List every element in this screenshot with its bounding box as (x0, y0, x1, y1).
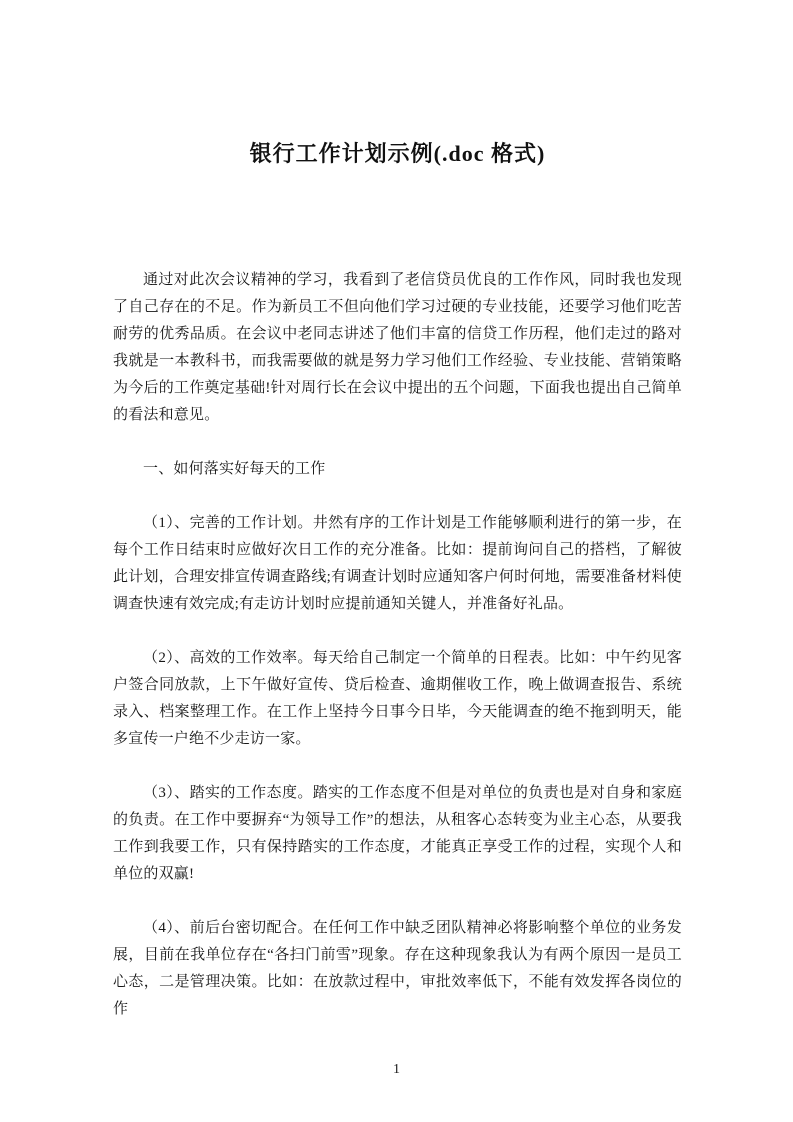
paragraph-item-3: （3）、踏实的工作态度。踏实的工作态度不但是对单位的负责也是对自身和家庭的负责。在工作中要摒弃“为领导工作”的想法，从租客心态转变为业主心态，从要我工作到我要工作，只有保持踏实的工作态度，才能真正享受工作的过程，实现个人和单位的双赢! (113, 785, 682, 882)
document-content (113, 0, 682, 1023)
document-title: 银行工作计划示例(.doc 格式) (249, 141, 546, 166)
page-number: 1 (393, 1062, 400, 1077)
paragraph-item-1: （1）、完善的工作计划。井然有序的工作计划是工作能够顺利进行的第一步，在每个工作日结束时应做好次日工作的充分准备。比如：提前询问自己的搭档，了解彼此计划，合理安排宣传调查路线;有调查计划时应通知客户何时何地，需要准备材料使调查快速有效完成;有走访计划时应提前通知关键人，并准备好礼品。 (113, 515, 682, 612)
paragraph-intro: 通过对此次会议精神的学习，我看到了老信贷员优良的工作作风，同时我也发现了自己存在的不足。作为新员工不但向他们学习过硬的专业技能，还要学习他们吃苦耐劳的优秀品质。在会议中老同志讲述了他们丰富的信贷工作历程，他们走过的路对我就是一本教科书，而我需要做的就是努力学习他们工作经验、专业技能、营销策略为今后的工作奠定基础!针对周行长在会议中提出的五个问题，下面我也提出自己简单的看法和意见。 (113, 272, 682, 423)
paragraph-item-2: （2）、高效的工作效率。每天给自己制定一个简单的日程表。比如：中午约见客户签合同放款，上下午做好宣传、贷后检查、逾期催收工作，晚上做调查报告、系统录入、档案整理工作。在工作上坚持今日事今日毕，今天能调查的绝不拖到明天，能多宣传一户绝不少走访一家。 (113, 650, 682, 747)
section-heading: 一、如何落实好每天的工作 (143, 461, 326, 477)
paragraph-item-4: （4）、前后台密切配合。在任何工作中缺乏团队精神必将影响整个单位的业务发展，目前在我单位存在“各扫门前雪”现象。存在这种现象我认为有两个原因一是员工心态，二是管理决策。比如：在放款过程中，审批效率低下，不能有效发挥各岗位的作 (113, 920, 682, 1017)
